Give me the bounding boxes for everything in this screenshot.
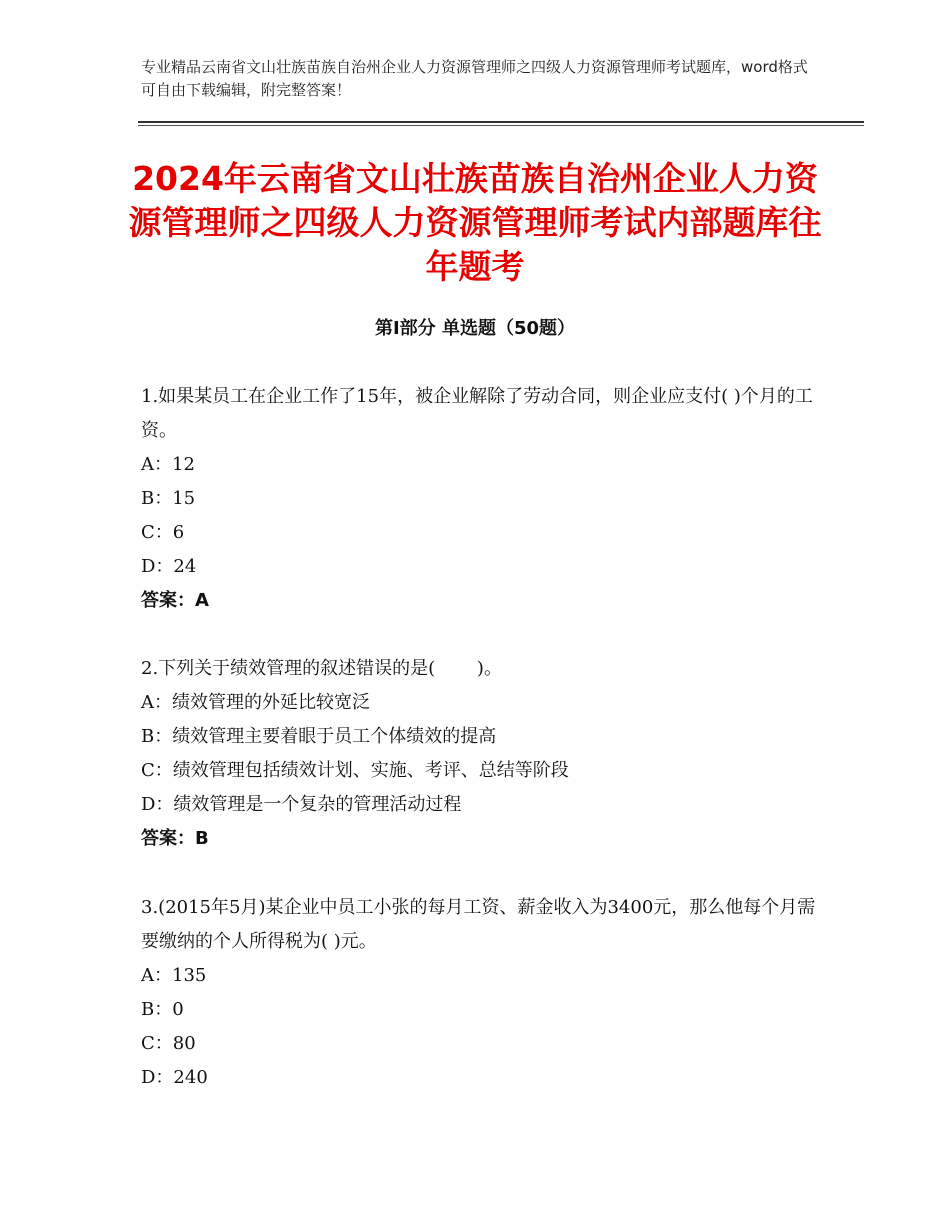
answer: 答案：A [141, 590, 209, 611]
question-stem: 2.下列关于绩效管理的叙述错误的是( )。 [141, 658, 502, 679]
option-a: A：135 [141, 965, 207, 986]
option-b: B：0 [141, 999, 184, 1020]
option-c: C：80 [141, 1033, 196, 1054]
header-note: 专业精品云南省文山壮族苗族自治州企业人力资源管理师之四级人力资源管理师考试题库，word格式可自由下载编辑，附完整答案！ [141, 58, 808, 99]
question-stem: 3.(2015年5月)某企业中员工小张的每月工资、薪金收入为3400元，那么他每个月需要缴纳的个人所得税为( )元。 [141, 897, 816, 952]
answer: 答案：B [141, 828, 209, 849]
option-b: B：15 [141, 488, 196, 509]
question-2 [141, 652, 821, 856]
option-d: D：24 [141, 556, 197, 577]
option-b: B：绩效管理主要着眼于员工个体绩效的提高 [141, 726, 497, 747]
header-divider [138, 121, 864, 123]
question-stem: 1.如果某员工在企业工作了15年，被企业解除了劳动合同，则企业应支付( )个月的工资。 [141, 386, 813, 441]
section-title: 第Ⅰ部分 单选题（50题） [374, 318, 575, 339]
option-d: D：绩效管理是一个复杂的管理活动过程 [141, 794, 462, 815]
question-1 [141, 380, 821, 618]
option-a: A：绩效管理的外延比较宽泛 [141, 692, 370, 713]
option-c: C：6 [141, 522, 185, 543]
header-divider-thin [138, 125, 864, 126]
question-3 [141, 891, 821, 1095]
option-a: A：12 [141, 454, 195, 475]
option-c: C：绩效管理包括绩效计划、实施、考评、总结等阶段 [141, 760, 569, 781]
option-d: D：240 [141, 1067, 208, 1088]
document-title: 2024年云南省文山壮族苗族自治州企业人力资源管理师之四级人力资源管理师考试内部题库往年题考 [128, 159, 822, 286]
